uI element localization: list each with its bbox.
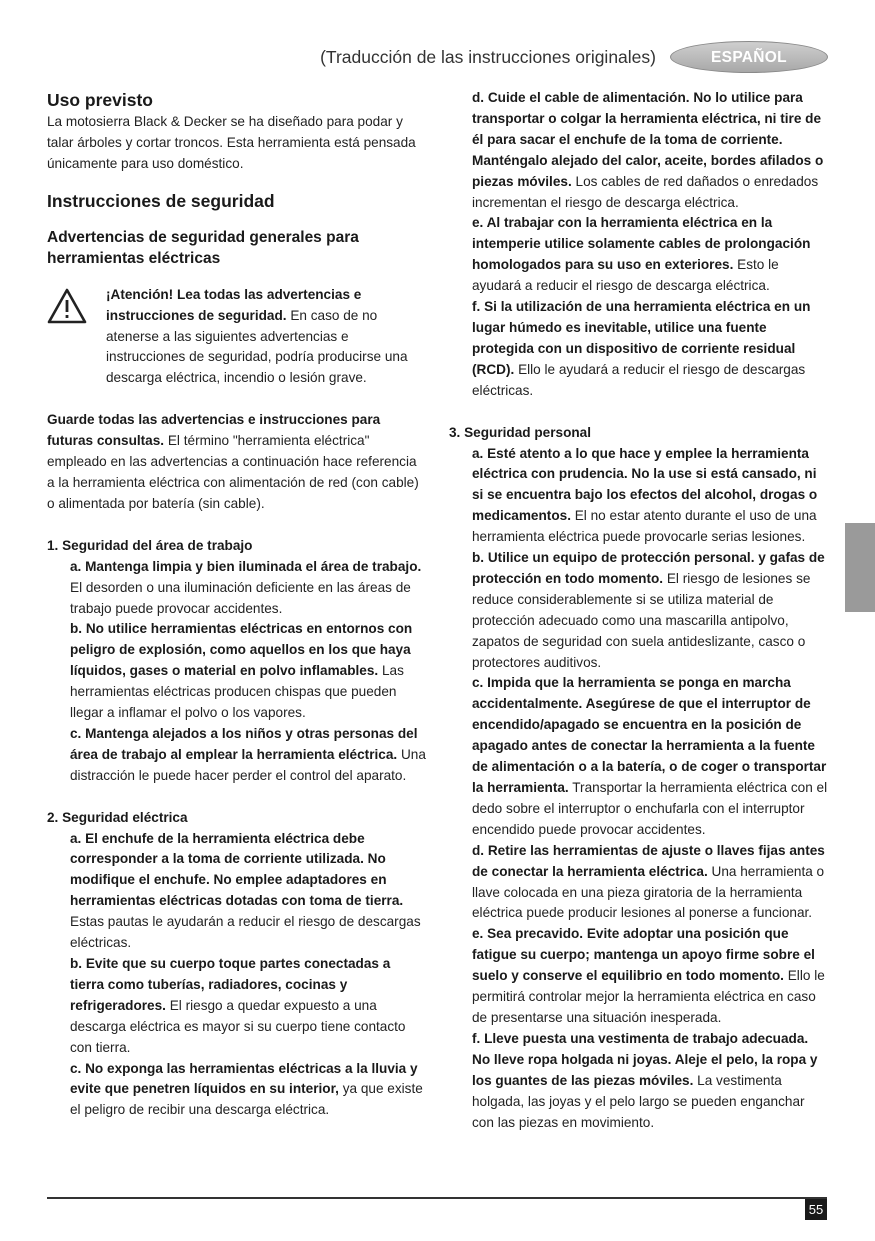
warning-block [47,285,427,390]
item-2d: d. Cuide el cable de alimentación. No lo utilice para transportar o colgar la herramienta eléctrica, ni tire de él para sacar el enchufe de la toma de corriente. Manténgalo alejado del calor, aceite, bordes afilados o piezas móviles. Los cables de red dañados o enredados incrementan el riesgo de descarga eléctrica. [472,90,824,210]
keep-warnings-text: Guarde todas las advertencias e instrucciones para futuras consultas. El término "herramienta eléctrica" empleado en las advertencias a continuación hace referencia a la herramienta eléctrica con alimentación de red (con cable) o alimentada por batería (sin cable). [47,412,419,511]
right-column [449,88,830,1133]
footer-rule [47,1197,827,1199]
header-title: (Traducción de las instrucciones originales) [320,47,656,67]
item-3d: d. Retire las herramientas de ajuste o llaves fijas antes de conectar la herramienta eléctrica. Una herramienta o llave colocada en una pieza giratoria de la herramienta eléctrica puede producir lesiones al ponerse a funcionar. [472,842,825,921]
electrical-safety-heading: 2. Seguridad eléctrica [47,809,188,825]
item-2e: e. Al trabajar con la herramienta eléctrica en la intemperie utilice solamente cables de prolongación homologados para su uso en exteriores. Esto le ayudará a reducir el riesgo de descarga eléctrica. [472,215,811,294]
item-1c: c. Mantenga alejados a los niños y otras personas del área de trabajo al emplear la herramienta eléctrica. Una distracción le puede hacer perder el control del aparato. [70,725,426,783]
personal-safety-heading: 3. Seguridad personal [449,424,592,440]
item-3c: c. Impida que la herramienta se ponga en marcha accidentalmente. Asegúrese de que el interruptor de encendido/apagado se encuentra en la posición de apagado antes de conectar la herramienta a la fuente de alimentación o a la batería, o de coger o transportar la herramienta. Transportar la herramienta eléctrica con el dedo sobre el interruptor o enchufarla con el interruptor encendido puede provocar accidentes. [472,675,828,837]
item-3f: f. Lleve puesta una vestimenta de trabajo adecuada. No lleve ropa holgada ni joyas. Aleje el pelo, la ropa y los guantes de las piezas móviles. La vestimenta holgada, las joyas y el pelo largo se pueden enganchar con las piezas en movimiento. [472,1030,818,1130]
item-1b: b. No utilice herramientas eléctricas en entornos con peligro de explosión, como aquellos en los que haya líquidos, gases o material en polvo inflamables. Las herramientas eléctricas producen chispas que pueden llegar a inflamar el polvo o los vapores. [70,621,413,721]
item-1a: a. Mantenga limpia y bien iluminada el área de trabajo. El desorden o una iluminación deficiente en las áreas de trabajo puede provocar accidentes. [70,558,422,616]
warning-text: ¡Atención! Lea todas las advertencias e instrucciones de seguridad. En caso de no atenerse a las siguientes advertencias e instrucciones de seguridad, podría producirse una descarga eléctrica, incendio o lesión grave. [106,286,408,386]
left-column [47,88,427,1121]
item-3b: b. Utilice un equipo de protección personal. y gafas de protección en todo momento. El riesgo de lesiones se reduce considerablemente si se utiliza material de protección adecuado como una mascarilla antipolvo, zapatos de seguridad con suela antideslizante, casco o protectores auditivos. [472,550,825,670]
item-3a: a. Esté atento a lo que hace y emplee la herramienta eléctrica con prudencia. No la use si está cansado, ni si se encuentra bajo los efectos del alcohol, drogas o medicamentos. El no estar atento durante el uso de una herramienta eléctrica puede provocarle serias lesiones. [472,445,818,545]
general-warnings-heading: Advertencias de seguridad generales para herramientas eléctricas [47,228,359,268]
work-area-safety-heading: 1. Seguridad del área de trabajo [47,537,253,553]
item-2a: a. El enchufe de la herramienta eléctrica debe corresponder a la toma de corriente utilizada. No modifique el enchufe. No emplee adaptadores en herramientas eléctricas dotadas con toma de tierra. Estas pautas le ayudarán a reducir el riesgo de descargas eléctricas. [70,830,421,951]
item-3e: e. Sea precavido. Evite adoptar una posición que fatigue su cuerpo; mantenga un apoyo firme sobre el suelo y conserve el equilibrio en todo momento. Ello le permitirá controlar mejor la herramienta eléctrica en caso de presentarse una situación inesperada. [472,926,825,1025]
page-number: 55 [805,1199,827,1220]
item-2c: c. No exponga las herramientas eléctricas a la lluvia y evite que penetren líquidos en su interior, ya que existe el peligro de recibir una descarga eléctrica. [70,1060,423,1118]
intended-use-text: La motosierra Black & Decker se ha diseñado para podar y talar árboles y cortar troncos. Esta herramienta está pensada únicamente para uso doméstico. [47,114,416,171]
safety-instructions-heading: Instrucciones de seguridad [47,190,275,211]
item-2f: f. Si la utilización de una herramienta eléctrica en un lugar húmedo es inevitable, utilice una fuente protegida con un dispositivo de corriente residual (RCD). Ello le ayudará a reducir el riesgo de descargas eléctricas. [472,299,811,398]
language-badge: ESPAÑOL [670,41,828,73]
section-tab [845,523,875,612]
warning-triangle-icon [47,288,87,324]
item-2b: b. Evite que su cuerpo toque partes conectadas a tierra como tuberías, radiadores, cocinas y refrigeradores. El riesgo a quedar expuesto a una descarga eléctrica es mayor si su cuerpo tiene contacto con tierra. [70,956,406,1055]
intended-use-heading: Uso previsto [47,90,153,110]
